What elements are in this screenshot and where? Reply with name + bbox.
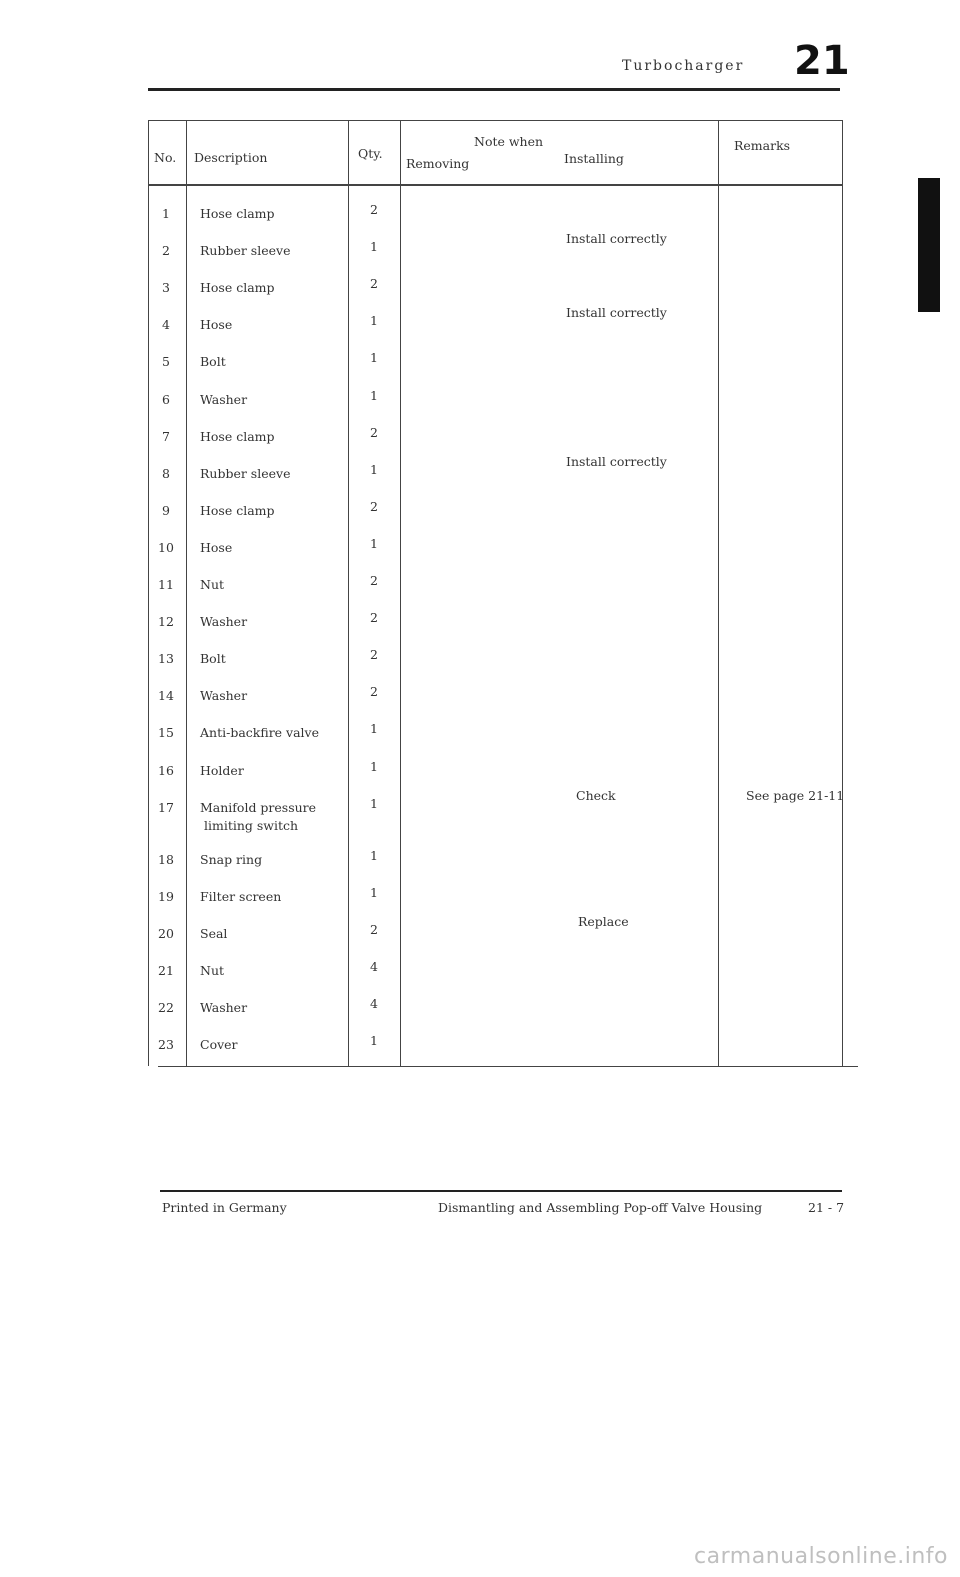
row-no: 13 [158, 651, 174, 667]
col-divider-qty [400, 120, 401, 1066]
watermark: carmanualsonline.info [694, 1544, 948, 1569]
row-qty: 2 [370, 573, 378, 588]
row-qty: 2 [370, 202, 378, 217]
row-no: 14 [158, 688, 174, 704]
row-qty: 1 [370, 1033, 378, 1049]
row-no: 12 [158, 614, 174, 630]
header-description: Description [194, 150, 268, 165]
row-description: Seal [200, 925, 228, 941]
row-description: Snap ring [200, 851, 263, 867]
row-qty: 2 [370, 921, 378, 937]
col-divider-description [348, 120, 349, 1066]
table-top-border [148, 120, 842, 121]
row-qty: 1 [370, 461, 378, 477]
header-installing: Installing [564, 151, 624, 166]
footer-rule [160, 1190, 842, 1192]
row-no: 4 [162, 317, 170, 333]
footer-printed-in: Printed in Germany [162, 1200, 287, 1215]
row-no: 8 [162, 465, 170, 481]
header-no: No. [154, 150, 177, 165]
row-description: Hose [200, 317, 233, 333]
row-description: Washer [200, 1000, 248, 1016]
table-bottom-border [158, 1066, 858, 1067]
col-divider-no [186, 120, 187, 1066]
col-divider-note [718, 120, 719, 1066]
row-description: Rubber sleeve [200, 243, 291, 259]
row-remarks: See page 21-11 [746, 787, 845, 803]
row-description: Washer [200, 391, 248, 407]
row-description: Cover [200, 1037, 238, 1053]
header-removing: Removing [406, 156, 470, 171]
header-qty: Qty. [358, 146, 383, 161]
row-qty: 1 [370, 387, 378, 403]
row-qty: 1 [370, 884, 378, 900]
row-installing-note: Replace [578, 913, 629, 929]
footer-page-number: 21 - 7 [808, 1200, 845, 1215]
row-description: Hose clamp [200, 280, 275, 296]
row-no: 5 [162, 354, 170, 370]
row-no: 22 [158, 1000, 174, 1016]
row-no: 7 [162, 428, 170, 444]
row-qty: 4 [370, 996, 378, 1012]
row-description: Bolt [200, 651, 226, 667]
row-description: Anti-backfire valve [200, 725, 320, 741]
header-note-when: Note when [474, 134, 544, 149]
row-qty: 1 [370, 313, 378, 329]
row-description: Nut [200, 577, 225, 592]
row-no: 23 [158, 1037, 174, 1053]
row-qty: 1 [370, 795, 378, 811]
row-description: Holder [200, 762, 244, 778]
table-left-border [148, 120, 149, 1066]
row-no: 20 [158, 925, 174, 941]
row-description: Hose clamp [200, 502, 275, 518]
parts-table [148, 120, 845, 1068]
row-qty: 1 [370, 721, 378, 737]
row-no: 18 [158, 851, 174, 867]
row-no: 16 [158, 762, 174, 778]
row-installing-note: Install correctly [566, 231, 667, 247]
row-qty: 1 [370, 239, 378, 255]
row-qty: 4 [370, 959, 378, 974]
row-description: Filter screen [200, 888, 282, 904]
row-installing-note: Check [576, 787, 616, 803]
row-qty: 2 [370, 610, 378, 626]
row-no: 10 [158, 539, 174, 555]
row-no: 15 [158, 725, 174, 741]
row-qty: 2 [370, 684, 378, 700]
row-qty: 2 [370, 647, 378, 663]
row-no: 21 [158, 963, 174, 978]
row-description-cont: limiting switch [204, 817, 299, 833]
row-description: Hose [200, 539, 233, 555]
row-installing-note: Install correctly [566, 305, 667, 321]
table-right-border [842, 120, 843, 1066]
row-no: 3 [162, 280, 170, 296]
row-no: 1 [162, 206, 170, 221]
row-no: 19 [158, 888, 174, 904]
row-description: Rubber sleeve [200, 465, 291, 481]
row-qty: 1 [370, 847, 378, 863]
section-title: Turbocharger [622, 58, 745, 74]
row-qty: 2 [370, 276, 378, 292]
row-description: Hose clamp [200, 206, 275, 221]
row-installing-note: Install correctly [566, 453, 667, 469]
row-qty: 2 [370, 498, 378, 514]
row-qty: 2 [370, 424, 378, 440]
header-rule [148, 88, 840, 91]
row-description: Bolt [200, 354, 226, 370]
header-bottom-border [148, 184, 842, 186]
row-description: Hose clamp [200, 428, 275, 444]
row-description: Manifold pressure [200, 799, 317, 815]
chapter-tab-marker [918, 178, 940, 312]
row-no: 17 [158, 799, 174, 815]
row-qty: 1 [370, 350, 378, 366]
row-description: Washer [200, 688, 248, 704]
row-qty: 1 [370, 758, 378, 774]
chapter-number: 21 [794, 38, 850, 84]
row-description: Nut [200, 963, 225, 978]
row-no: 6 [162, 391, 170, 407]
footer-section-title: Dismantling and Assembling Pop-off Valve Housing [438, 1200, 763, 1215]
header-remarks: Remarks [734, 138, 791, 153]
row-no: 11 [158, 577, 174, 592]
row-no: 9 [162, 502, 170, 518]
row-description: Washer [200, 614, 248, 630]
row-no: 2 [162, 243, 170, 259]
row-qty: 1 [370, 535, 378, 551]
